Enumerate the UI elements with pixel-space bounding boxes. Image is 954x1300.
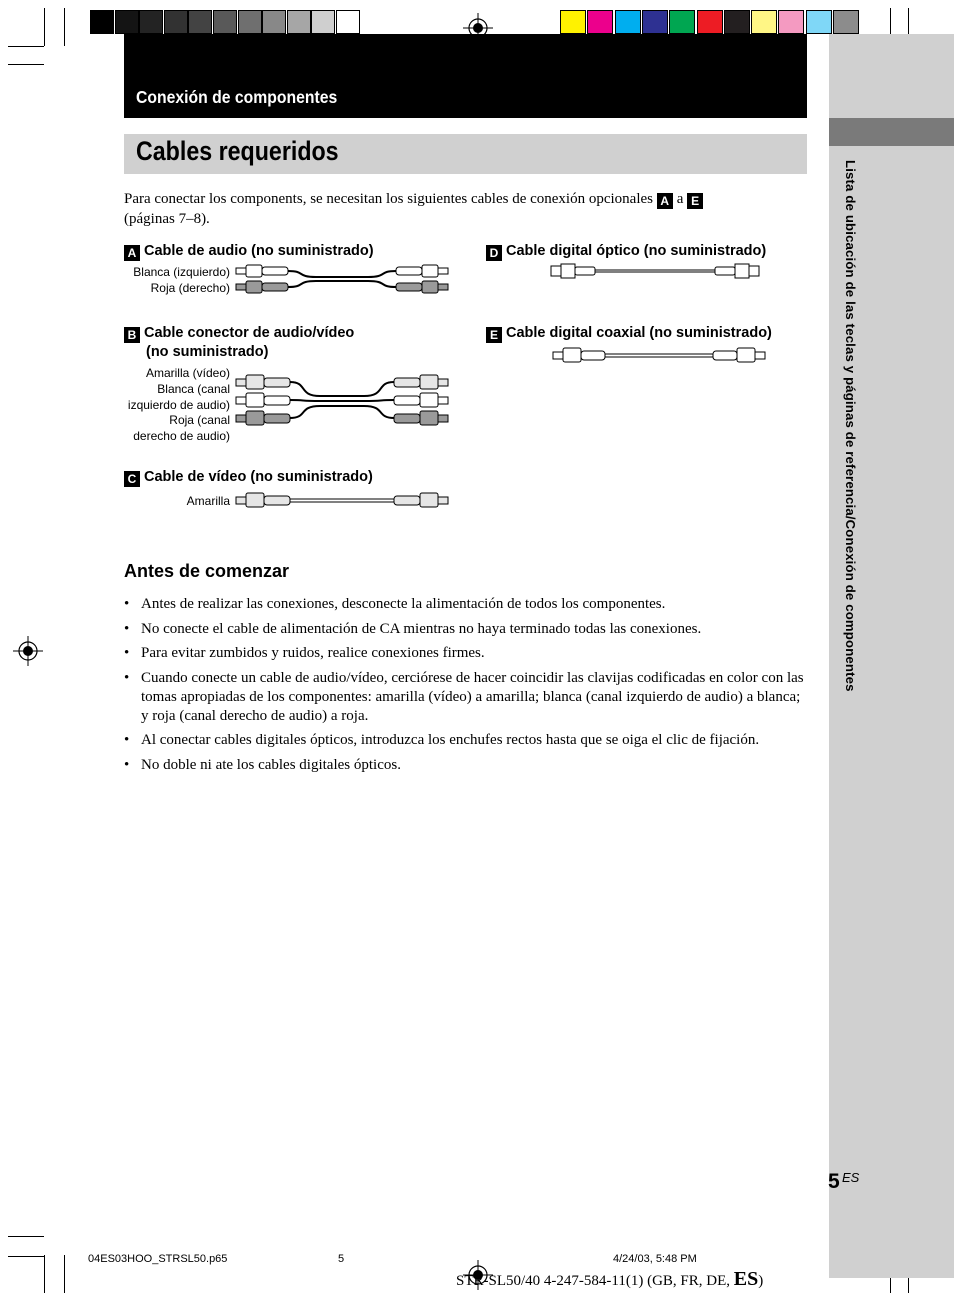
- cable-b-label-white-1: Blanca (canal: [157, 382, 230, 396]
- coaxial-cable-icon: [553, 347, 765, 365]
- color-swatch: [724, 10, 750, 34]
- cable-b-label-white-2: izquierdo de audio): [127, 398, 230, 412]
- gray-swatch: [311, 10, 335, 34]
- gray-swatch: [336, 10, 360, 34]
- list-item: • Cuando conecte un cable de audio/vídeo, cerciórese de hacer coincidir las clavijas codificadas en color con las tomas apropiadas de los componentes: amarilla (vídeo) a amarilla; blanca (canal izquierdo de audio) a blanca; y roja (canal derecho de audio) a roja.: [124, 669, 804, 726]
- gray-swatch: [90, 10, 114, 34]
- cable-b-label-red-2: derecho de audio): [133, 429, 230, 443]
- footer-model: STR-SL50/40 4-247-584-11(1) (GB, FR, DE, ES): [456, 1268, 764, 1290]
- color-swatch: [778, 10, 804, 34]
- page-language: ES: [842, 1170, 860, 1185]
- cable-e-title: E Cable digital coaxial (no suministrado): [486, 324, 772, 343]
- color-swatch: [615, 10, 641, 34]
- letter-box-d: D: [486, 245, 502, 261]
- gray-swatch: [188, 10, 212, 34]
- gray-swatch: [238, 10, 262, 34]
- bullet-list: [124, 595, 804, 780]
- list-item: • Antes de realizar las conexiones, desconecte la alimentación de todos los componentes.: [124, 595, 804, 614]
- letter-box-a: A: [124, 245, 140, 261]
- color-swatch: [697, 10, 723, 34]
- cable-a-label-white: Blanca (izquierdo): [133, 265, 230, 279]
- list-item: • Para evitar zumbidos y ruidos, realice conexiones firmes.: [124, 644, 804, 663]
- color-swatch: [751, 10, 777, 34]
- intro-paragraph: [124, 189, 804, 209]
- cable-a-title: A Cable de audio (no suministrado): [124, 242, 374, 261]
- crop-mark: [8, 64, 44, 65]
- color-swatch: [806, 10, 832, 34]
- page-number: 5: [828, 1170, 840, 1193]
- video-cable-icon: [236, 492, 448, 510]
- crop-mark: [8, 1236, 44, 1237]
- list-item: • No doble ni ate los cables digitales ópticos.: [124, 756, 804, 775]
- list-item: • Al conectar cables digitales ópticos, introduzca los enchufes rectos hasta que se oiga el clic de fijación.: [124, 731, 804, 750]
- letter-box-a: A: [657, 193, 673, 209]
- crop-mark: [8, 46, 44, 47]
- audio-cable-icon: [236, 264, 448, 298]
- section-heading: Antes de comenzar: [124, 561, 290, 581]
- page-title: Cables requeridos: [136, 136, 339, 166]
- sidebar-section-label: Lista de ubicación de las teclas y páginas de referencia/Conexión de componentes: [843, 160, 858, 692]
- section-title: Conexión de componentes: [136, 87, 338, 107]
- cable-a-label-red: Roja (derecho): [150, 281, 230, 295]
- letter-box-c: C: [124, 471, 140, 487]
- gray-swatch: [164, 10, 188, 34]
- crop-mark: [64, 8, 65, 46]
- crop-mark: [44, 1255, 45, 1293]
- cable-c-label-yellow: Amarilla: [186, 494, 230, 508]
- cable-b-title-line2: (no suministrado): [146, 344, 269, 360]
- footer-page: 5: [338, 1253, 345, 1265]
- cable-c-title: C Cable de vídeo (no suministrado): [124, 468, 373, 487]
- gray-swatch: [213, 10, 237, 34]
- color-swatch: [587, 10, 613, 34]
- crop-mark: [64, 1255, 65, 1293]
- color-swatch: [560, 10, 586, 34]
- intro-connector: a: [676, 191, 684, 207]
- color-swatch: [642, 10, 668, 34]
- registration-mark-icon: [13, 636, 43, 666]
- cable-b-label-yellow: Amarilla (vídeo): [145, 366, 230, 380]
- gray-swatch: [139, 10, 163, 34]
- list-item: • No conecte el cable de alimentación de CA mientras no haya terminado todas las conexiones.: [124, 620, 804, 639]
- color-swatch: [833, 10, 859, 34]
- cable-b-label-red-1: Roja (canal: [169, 413, 230, 427]
- optical-cable-icon: [551, 263, 759, 279]
- audio-video-cable-icon: [236, 374, 448, 430]
- intro-pages: (páginas 7–8).: [124, 211, 210, 227]
- gray-swatch: [262, 10, 286, 34]
- cable-b-title: B Cable conector de audio/vídeo: [124, 324, 354, 343]
- cable-d-title: D Cable digital óptico (no suministrado): [486, 242, 766, 261]
- crop-mark: [8, 1256, 44, 1257]
- color-swatch: [669, 10, 695, 34]
- intro-text: Para conectar los components, se necesitan los siguientes cables de conexión opcionales: [124, 191, 653, 207]
- letter-box-e: E: [486, 327, 502, 343]
- crop-mark: [44, 8, 45, 46]
- footer-file: 04ES03HOO_STRSL50.p65: [88, 1253, 228, 1265]
- footer-timestamp: 4/24/03, 5:48 PM: [613, 1253, 697, 1265]
- sidebar-tab: [829, 118, 954, 146]
- letter-box-e: E: [687, 193, 703, 209]
- gray-swatch: [115, 10, 139, 34]
- gray-swatch: [287, 10, 311, 34]
- letter-box-b: B: [124, 327, 140, 343]
